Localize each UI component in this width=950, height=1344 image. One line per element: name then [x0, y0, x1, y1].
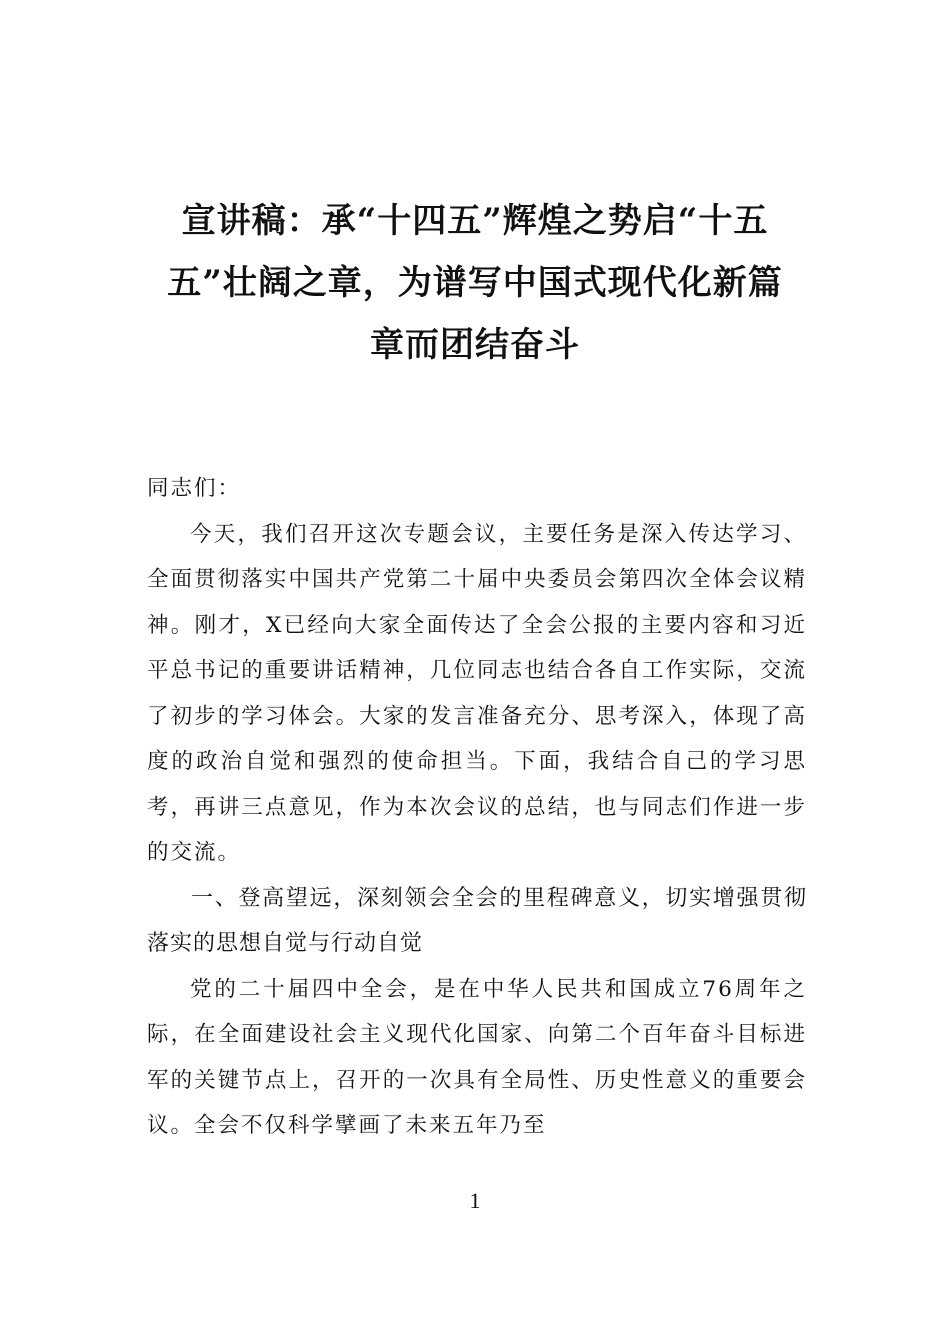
page-number: 1: [469, 1188, 481, 1213]
opening-paragraph: 今天，我们召开这次专题会议，主要任务是深入传达学习、全面贯彻落实中国共产党第二十届中央委员会第四次全体会议精神。刚才，X已经向大家全面传达了全会公报的主要内容和习近平总书记的重要讲话精神，几位同志也结合各自工作实际，交流了初步的学习体会。大家的发言准备充分、思考深入，体现了高度的政治自觉和强烈的使命担当。下面，我结合自己的学习思考，再讲三点意见，作为本次会议的总结，也与同志们作进一步的交流。: [147, 521, 807, 865]
section-heading: 一、登高望远，深刻领会全会的里程碑意义，切实增强贯彻落实的思想自觉与行动自觉: [147, 885, 807, 956]
document-title: 宣讲稿：承“十四五”辉煌之势启“十五五”壮阔之章，为谱写中国式现代化新篇章而团结奋斗: [167, 201, 783, 365]
document-body: [147, 466, 807, 1149]
section-paragraph: 党的二十届四中全会，是在中华人民共和国成立76周年之际，在全面建设社会主义现代化国家、向第二个百年奋斗目标进军的关键节点上，召开的一次具有全局性、历史性意义的重要会议。全会不仅科学擘画了未来五年乃至: [147, 976, 807, 1138]
salutation: 同志们：: [147, 476, 242, 501]
